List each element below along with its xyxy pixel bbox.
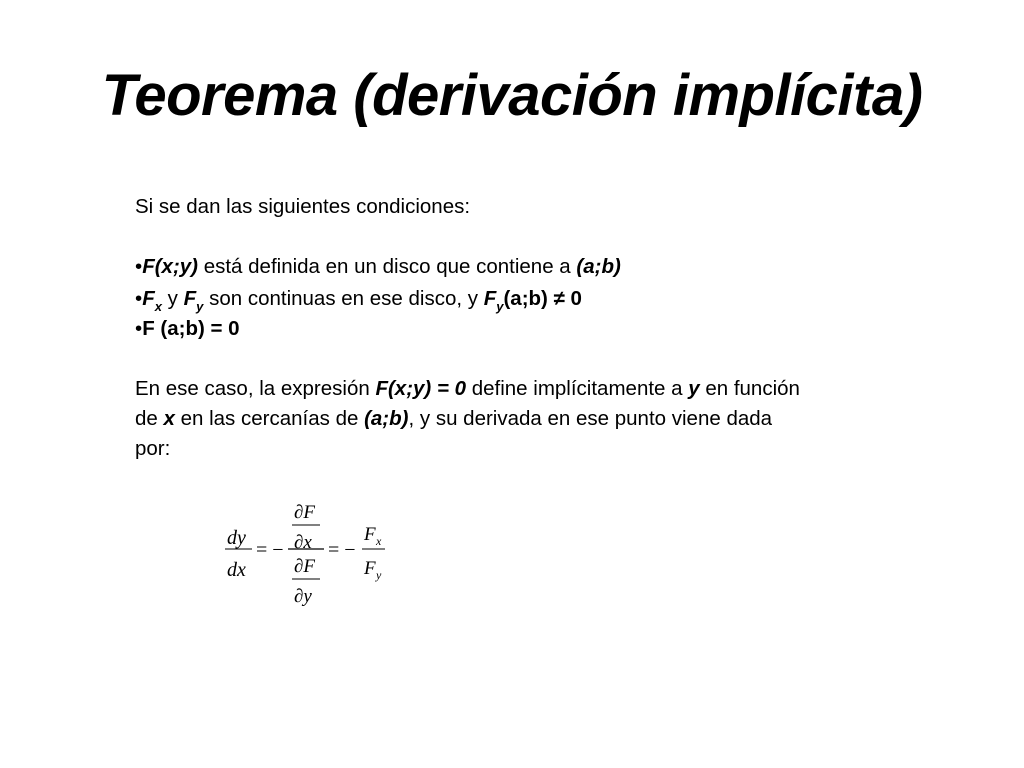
bullet-text: son continuas en ese disco, y [203,287,484,310]
equation-expression: F(x;y) = 0 [375,377,467,400]
partial-F-bottom: ∂F [294,556,315,577]
point-expression: (a;b) [364,407,409,430]
function-expression: F(x;y) [142,255,198,278]
conclusion-text: en las cercanías de [174,407,365,430]
partial-fy-eval: F [483,287,497,310]
conclusion-text: de [135,407,164,430]
conclusion-text: define implícitamente a [466,377,689,400]
nonzero-condition: (a;b) ≠ 0 [503,287,582,310]
partial-fy-subscript: y [196,299,204,314]
zero-condition: F (a;b) = 0 [142,317,240,340]
bullet-text: está definida en un disco que contiene a [198,255,577,278]
numerator-dy: dy [227,527,246,549]
conclusion-line-1 [135,374,895,404]
conclusion-text: En ese caso, la expresión [135,377,376,400]
partial-fx: F [142,287,155,310]
conclusion-line-2 [135,404,895,434]
intro-text [135,192,895,222]
Fx-letter: F [364,524,376,545]
Fx-subscript: x [376,534,382,548]
variable-x: x [163,407,175,430]
partial-y: ∂y [294,586,312,607]
partial-F-top: ∂F [294,502,315,523]
bullet-item-1 [135,252,895,282]
bullet-marker: • [135,317,143,340]
derivative-formula [222,494,402,614]
bullet-marker: • [135,287,143,310]
intro-label: Si se dan las siguientes condiciones: [135,195,471,218]
Fy-letter: F [364,558,376,579]
conjunction-text: y [161,287,184,310]
partial-fx-subscript: x [154,299,162,314]
partial-x: ∂x [294,532,312,553]
formula-svg [222,494,402,614]
variable-y: y [688,377,700,400]
point-expression: (a;b) [576,255,621,278]
bullet-item-2 [135,284,895,316]
partial-fy-eval-subscript: y [496,299,504,314]
conclusion-line-3 [135,434,895,464]
denominator-dx: dx [227,559,246,581]
equals-minus: = − [256,539,284,561]
slide-title: Teorema (derivación implícita) [101,63,923,128]
equals-minus: = − [328,539,356,561]
partial-fy: F [183,287,197,310]
bullet-item-3 [135,314,895,344]
conclusion-text: , y su derivada en ese punto viene dada [408,407,773,430]
conclusion-text: en función [699,377,800,400]
bullet-marker: • [135,255,143,278]
Fy-subscript: y [376,568,382,582]
conclusion-text: por: [135,437,171,460]
